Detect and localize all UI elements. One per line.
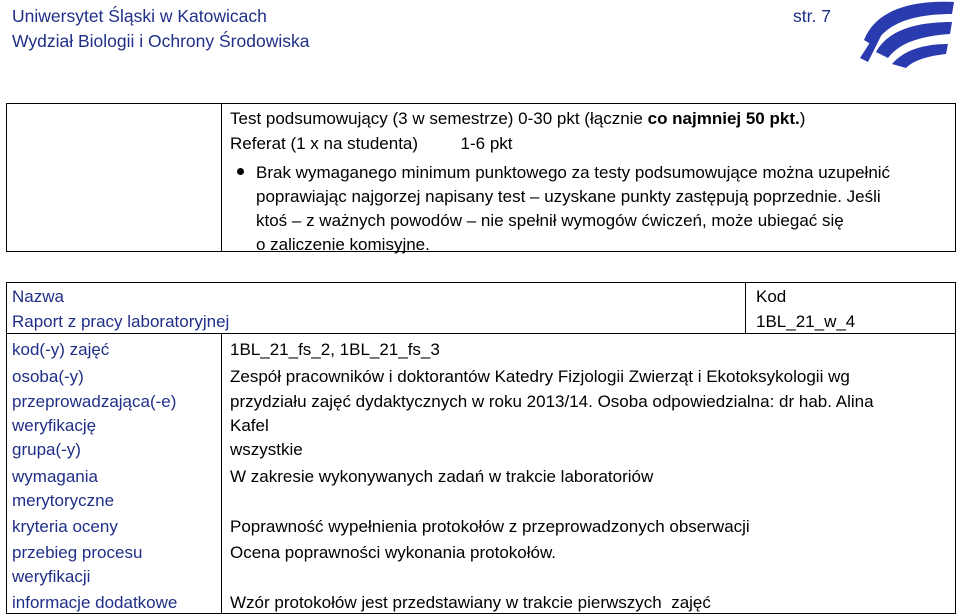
table-top-border (6, 282, 956, 283)
row-value-verifier-3: Kafel (230, 416, 269, 435)
row-label-groups: grupa(-y) (12, 440, 81, 459)
row-value-verifier-2: przydziału zajęć dydaktycznych w roku 2013/14. Osoba odpowiedzialna: dr hab. Alina (230, 392, 874, 411)
row-value-additional-info: Wzór protokołów jest przedstawiany w trakcie pierwszych zajęć (230, 593, 711, 612)
top-table-divider (221, 104, 222, 252)
university-name: Uniwersytet Śląski w Katowicach (12, 6, 267, 26)
row-label-process-2: weryfikacji (12, 567, 91, 586)
report-line: Referat (1 x na studenta) 1-6 pkt (230, 134, 513, 153)
row-label-verifier-3: weryfikację (12, 416, 97, 435)
university-logo-icon (856, 0, 956, 68)
row-value-class-codes: 1BL_21_fs_2, 1BL_21_fs_3 (230, 340, 440, 359)
table-left-border (6, 282, 7, 614)
row-label-verifier-2: przeprowadzająca(-e) (12, 392, 177, 411)
faculty-name: Wydział Biologii i Ochrony Środowiska (12, 31, 310, 51)
row-value-process: Ocena poprawności wykonania protokołów. (230, 543, 557, 562)
bullet-text-line-3: ktoś – z ważnych powodów – nie spełnił wymogów ćwiczeń, może ubiegać się (256, 211, 844, 230)
label-column-divider (221, 333, 222, 614)
bullet-icon (237, 168, 244, 175)
table-right-border (955, 282, 956, 614)
name-label: Nazwa (12, 287, 64, 306)
row-label-additional-info: informacje dodatkowe (12, 593, 178, 612)
row-label-verifier: osoba(-y) (12, 367, 84, 386)
bullet-text-line-1: Brak wymaganego minimum punktowego za testy podsumowujące można uzupełnić (256, 163, 891, 182)
row-label-class-codes: kod(-y) zajęć (12, 340, 110, 359)
page-number: str. 7 (793, 6, 831, 26)
row-value-criteria: Poprawność wypełnienia protokołów z przeprowadzonych obserwacji (230, 517, 750, 536)
row-value-requirements: W zakresie wykonywanych zadań w trakcie laboratoriów (230, 467, 654, 486)
row-value-verifier-1: Zespół pracowników i doktorantów Katedry Fizjologii Zwierząt i Ekotoksykologii wg (230, 367, 850, 386)
bullet-text-line-2: poprawiając najgorzej napisany test – uzyskane punkty zastępują poprzednie. Jeśli (256, 187, 881, 206)
row-label-criteria: kryteria oceny (12, 517, 118, 536)
test-summary-line: Test podsumowujący (3 w semestrze) 0-30 pkt (łącznie co najmniej 50 pkt.) (230, 109, 806, 128)
bullet-text-line-4: o zaliczenie komisyjne. (256, 235, 430, 254)
code-column-divider (745, 282, 746, 334)
row-label-requirements-2: merytoryczne (12, 491, 115, 510)
course-code: 1BL_21_w_4 (756, 312, 856, 331)
course-name: Raport z pracy laboratoryjnej (12, 312, 230, 331)
row-value-groups: wszystkie (230, 440, 303, 459)
row-label-process: przebieg procesu (12, 543, 143, 562)
row-label-requirements: wymagania (12, 467, 98, 486)
code-label: Kod (756, 287, 787, 306)
